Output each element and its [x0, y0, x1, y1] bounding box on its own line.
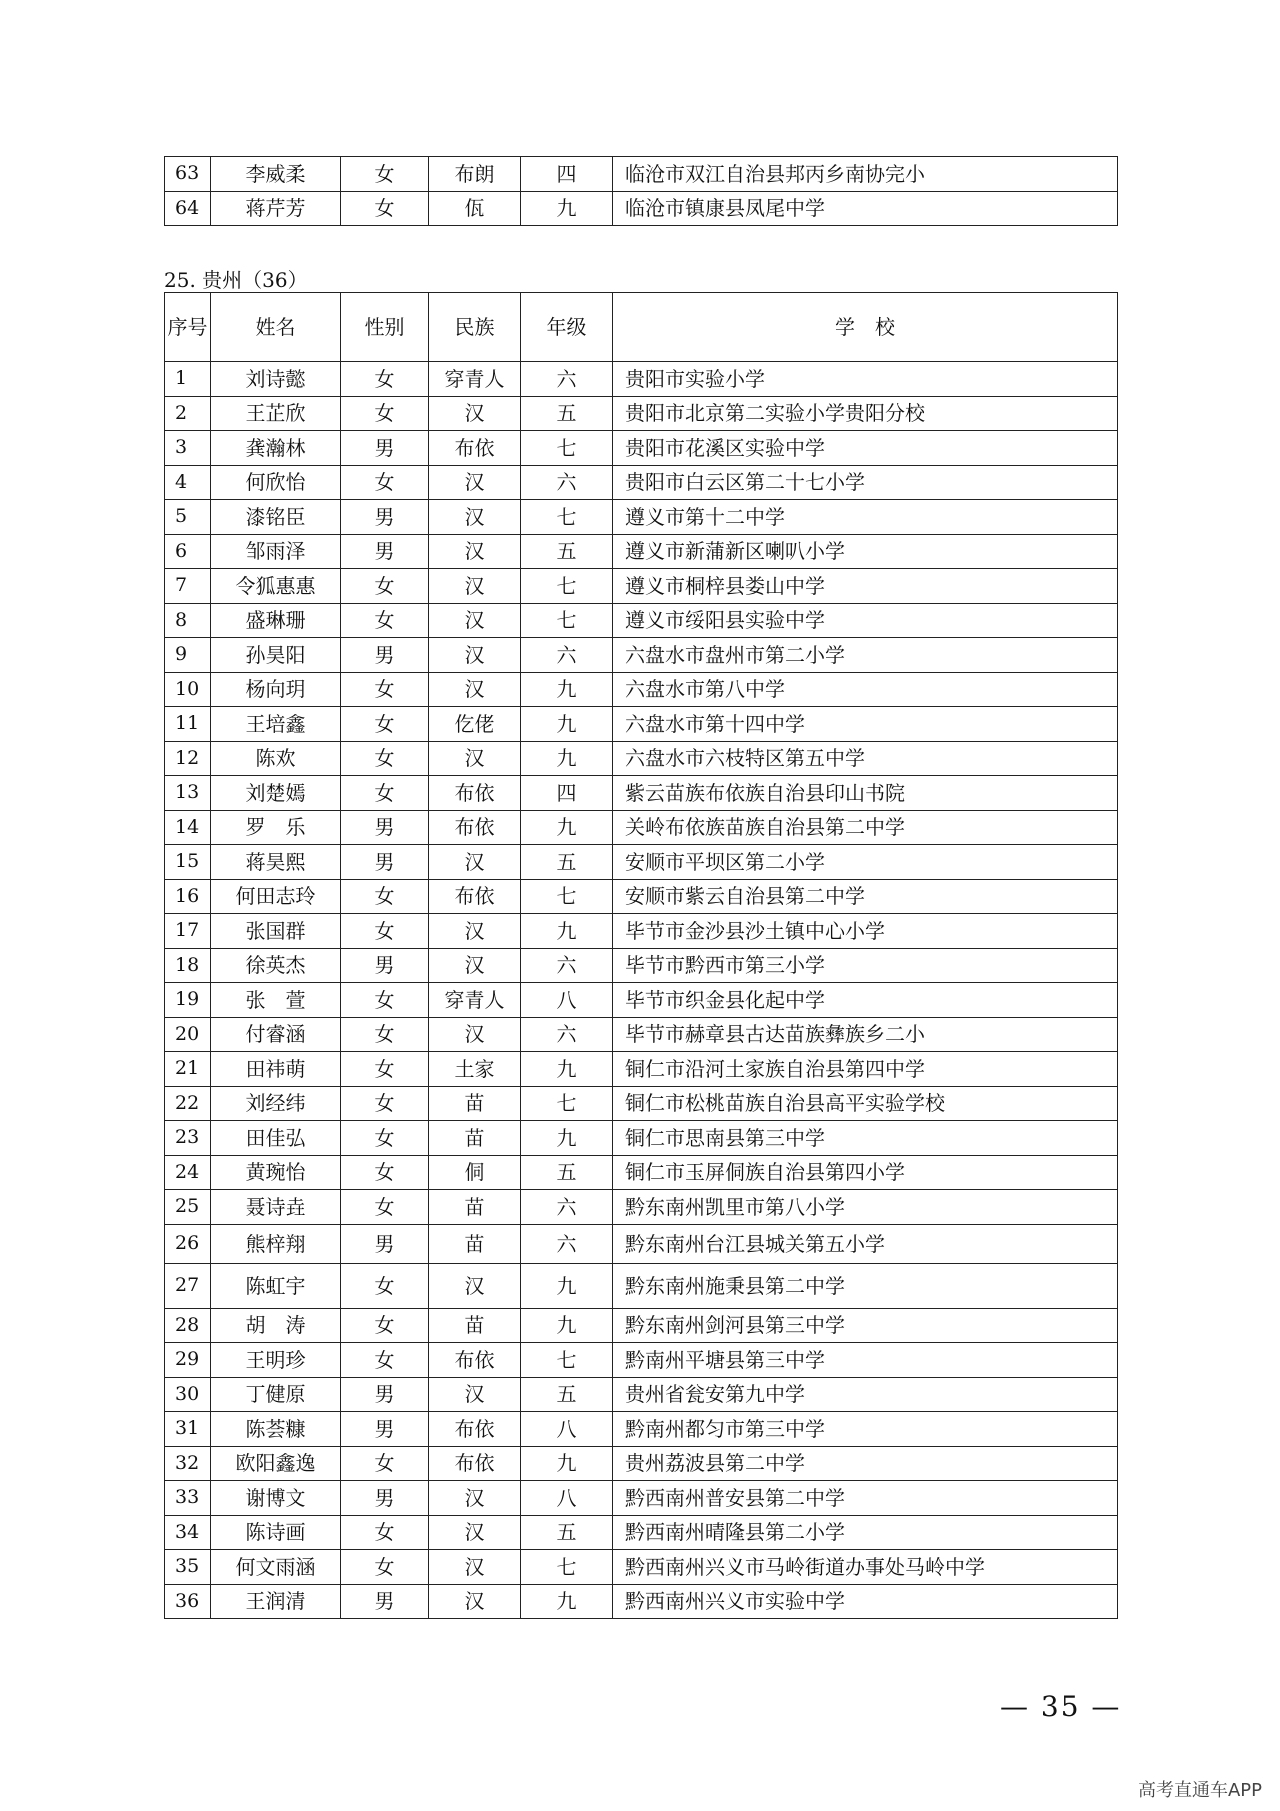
cell-school: 毕节市织金县化起中学 — [613, 983, 1118, 1018]
cell-ethnicity: 汉 — [429, 603, 521, 638]
cell-school: 毕节市赫章县古达苗族彝族乡二小 — [613, 1017, 1118, 1052]
cell-ethnicity: 布依 — [429, 1412, 521, 1447]
cell-gender: 女 — [341, 157, 429, 192]
cell-grade: 九 — [521, 1121, 613, 1156]
cell-name: 蒋芹芳 — [211, 191, 341, 226]
cell-seq: 12 — [165, 741, 211, 776]
cell-school: 贵州省瓮安第九中学 — [613, 1377, 1118, 1412]
cell-name: 刘诗懿 — [211, 362, 341, 397]
cell-name: 令狐惠惠 — [211, 569, 341, 604]
cell-seq: 35 — [165, 1550, 211, 1585]
cell-school: 贵阳市北京第二实验小学贵阳分校 — [613, 396, 1118, 431]
cell-seq: 8 — [165, 603, 211, 638]
table-row — [165, 776, 1118, 811]
cell-seq: 23 — [165, 1121, 211, 1156]
cell-grade: 七 — [521, 879, 613, 914]
cell-gender: 男 — [341, 845, 429, 880]
table-row — [165, 741, 1118, 776]
table-row — [165, 569, 1118, 604]
cell-gender: 女 — [341, 776, 429, 811]
cell-ethnicity: 汉 — [429, 1515, 521, 1550]
cell-seq: 25 — [165, 1190, 211, 1225]
cell-grade: 六 — [521, 465, 613, 500]
cell-seq: 15 — [165, 845, 211, 880]
cell-seq: 3 — [165, 431, 211, 466]
cell-seq: 5 — [165, 500, 211, 535]
cell-grade: 九 — [521, 1052, 613, 1087]
cell-gender: 女 — [341, 707, 429, 742]
cell-gender: 女 — [341, 569, 429, 604]
cell-gender: 男 — [341, 1481, 429, 1516]
cell-ethnicity: 土家 — [429, 1052, 521, 1087]
cell-school: 贵州荔波县第二中学 — [613, 1446, 1118, 1481]
cell-grade: 九 — [521, 1584, 613, 1619]
cell-grade: 八 — [521, 1412, 613, 1447]
cell-name: 邹雨泽 — [211, 534, 341, 569]
cell-school: 六盘水市盘州市第二小学 — [613, 638, 1118, 673]
table-row — [165, 157, 1118, 192]
cell-school: 铜仁市玉屏侗族自治县第四小学 — [613, 1155, 1118, 1190]
cell-school: 黔西南州兴义市马岭街道办事处马岭中学 — [613, 1550, 1118, 1585]
cell-grade: 六 — [521, 1017, 613, 1052]
cell-name: 杨向玥 — [211, 672, 341, 707]
cell-gender: 女 — [341, 914, 429, 949]
table-row — [165, 1377, 1118, 1412]
cell-ethnicity: 侗 — [429, 1155, 521, 1190]
cell-name: 王润清 — [211, 1584, 341, 1619]
cell-grade: 九 — [521, 707, 613, 742]
cell-grade: 九 — [521, 1308, 613, 1343]
table-row — [165, 1190, 1118, 1225]
cell-seq: 19 — [165, 983, 211, 1018]
cell-ethnicity: 汉 — [429, 1550, 521, 1585]
cell-ethnicity: 布依 — [429, 776, 521, 811]
cell-ethnicity: 汉 — [429, 1017, 521, 1052]
cell-gender: 男 — [341, 1584, 429, 1619]
cell-gender: 女 — [341, 1263, 429, 1308]
table-row — [165, 1017, 1118, 1052]
cell-school: 安顺市平坝区第二小学 — [613, 845, 1118, 880]
cell-ethnicity: 汉 — [429, 534, 521, 569]
table-header-row — [165, 293, 1118, 362]
cell-seq: 2 — [165, 396, 211, 431]
cell-seq: 29 — [165, 1343, 211, 1378]
cell-school: 遵义市第十二中学 — [613, 500, 1118, 535]
cell-seq: 10 — [165, 672, 211, 707]
student-table — [164, 292, 1118, 1619]
cell-name: 陈虹宇 — [211, 1263, 341, 1308]
cell-school: 六盘水市六枝特区第五中学 — [613, 741, 1118, 776]
cell-school: 黔西南州兴义市实验中学 — [613, 1584, 1118, 1619]
cell-grade: 五 — [521, 1377, 613, 1412]
cell-grade: 七 — [521, 1343, 613, 1378]
table-row — [165, 638, 1118, 673]
cell-ethnicity: 汉 — [429, 465, 521, 500]
cell-gender: 男 — [341, 1377, 429, 1412]
cell-seq: 28 — [165, 1308, 211, 1343]
cell-name: 张国群 — [211, 914, 341, 949]
cell-name: 胡 涛 — [211, 1308, 341, 1343]
cell-ethnicity: 布依 — [429, 1343, 521, 1378]
cell-seq: 31 — [165, 1412, 211, 1447]
header-grade: 年级 — [521, 293, 613, 362]
cell-gender: 男 — [341, 431, 429, 466]
header-gender: 性别 — [341, 293, 429, 362]
cell-ethnicity: 汉 — [429, 396, 521, 431]
cell-grade: 七 — [521, 1086, 613, 1121]
cell-grade: 六 — [521, 1190, 613, 1225]
cell-seq: 9 — [165, 638, 211, 673]
cell-ethnicity: 苗 — [429, 1086, 521, 1121]
cell-name: 欧阳鑫逸 — [211, 1446, 341, 1481]
cell-name: 张 萱 — [211, 983, 341, 1018]
table-row — [165, 1155, 1118, 1190]
table-row — [165, 1308, 1118, 1343]
cell-name: 龚瀚林 — [211, 431, 341, 466]
cell-seq: 27 — [165, 1263, 211, 1308]
cell-seq: 33 — [165, 1481, 211, 1516]
cell-school: 铜仁市思南县第三中学 — [613, 1121, 1118, 1156]
cell-school: 黔东南州剑河县第三中学 — [613, 1308, 1118, 1343]
cell-seq: 17 — [165, 914, 211, 949]
cell-school: 贵阳市白云区第二十七小学 — [613, 465, 1118, 500]
cell-grade: 九 — [521, 672, 613, 707]
cell-grade: 九 — [521, 1446, 613, 1481]
cell-name: 王芷欣 — [211, 396, 341, 431]
cell-seq: 26 — [165, 1224, 211, 1263]
cell-name: 漆铭臣 — [211, 500, 341, 535]
cell-gender: 女 — [341, 1515, 429, 1550]
cell-gender: 女 — [341, 1052, 429, 1087]
watermark: 高考直通车APP — [1137, 1780, 1262, 1801]
cell-seq: 34 — [165, 1515, 211, 1550]
section-title: 25. 贵州（36） — [164, 268, 308, 292]
cell-name: 聂诗垚 — [211, 1190, 341, 1225]
cell-ethnicity: 汉 — [429, 569, 521, 604]
cell-school: 铜仁市松桃苗族自治县高平实验学校 — [613, 1086, 1118, 1121]
cell-gender: 女 — [341, 879, 429, 914]
cell-seq: 6 — [165, 534, 211, 569]
previous-section-table — [164, 156, 1118, 226]
table-row — [165, 603, 1118, 638]
cell-grade: 六 — [521, 362, 613, 397]
header-name: 姓名 — [211, 293, 341, 362]
cell-name: 付睿涵 — [211, 1017, 341, 1052]
cell-seq: 14 — [165, 810, 211, 845]
cell-gender: 男 — [341, 810, 429, 845]
cell-gender: 女 — [341, 362, 429, 397]
cell-name: 孙昊阳 — [211, 638, 341, 673]
cell-name: 田祎萌 — [211, 1052, 341, 1087]
table-row — [165, 1412, 1118, 1447]
cell-school: 铜仁市沿河土家族自治县第四中学 — [613, 1052, 1118, 1087]
cell-seq: 22 — [165, 1086, 211, 1121]
cell-seq: 18 — [165, 948, 211, 983]
cell-name: 盛琳珊 — [211, 603, 341, 638]
cell-name: 刘楚嫣 — [211, 776, 341, 811]
cell-name: 陈欢 — [211, 741, 341, 776]
cell-ethnicity: 穿青人 — [429, 983, 521, 1018]
table-row — [165, 1584, 1118, 1619]
cell-school: 黔西南州普安县第二中学 — [613, 1481, 1118, 1516]
cell-school: 黔东南州台江县城关第五小学 — [613, 1224, 1118, 1263]
cell-grade: 七 — [521, 569, 613, 604]
table-row — [165, 362, 1118, 397]
cell-seq: 32 — [165, 1446, 211, 1481]
cell-seq: 30 — [165, 1377, 211, 1412]
cell-seq: 11 — [165, 707, 211, 742]
cell-ethnicity: 布依 — [429, 431, 521, 466]
cell-grade: 六 — [521, 1224, 613, 1263]
table-row — [165, 1550, 1118, 1585]
table-row — [165, 1086, 1118, 1121]
cell-name: 丁健原 — [211, 1377, 341, 1412]
header-ethnicity: 民族 — [429, 293, 521, 362]
cell-ethnicity: 汉 — [429, 1481, 521, 1516]
cell-gender: 男 — [341, 534, 429, 569]
table-row — [165, 1052, 1118, 1087]
cell-ethnicity: 佤 — [429, 191, 521, 226]
cell-school: 贵阳市花溪区实验中学 — [613, 431, 1118, 466]
cell-ethnicity: 布依 — [429, 1446, 521, 1481]
cell-gender: 女 — [341, 672, 429, 707]
cell-ethnicity: 苗 — [429, 1121, 521, 1156]
cell-gender: 女 — [341, 465, 429, 500]
cell-grade: 五 — [521, 845, 613, 880]
table-row — [165, 534, 1118, 569]
cell-name: 罗 乐 — [211, 810, 341, 845]
cell-school: 黔南州都匀市第三中学 — [613, 1412, 1118, 1447]
table-row — [165, 465, 1118, 500]
cell-seq: 64 — [165, 191, 211, 226]
cell-school: 紫云苗族布依族自治县印山书院 — [613, 776, 1118, 811]
cell-ethnicity: 汉 — [429, 741, 521, 776]
cell-name: 谢博文 — [211, 1481, 341, 1516]
cell-seq: 24 — [165, 1155, 211, 1190]
cell-school: 六盘水市第十四中学 — [613, 707, 1118, 742]
table-row — [165, 983, 1118, 1018]
cell-grade: 四 — [521, 776, 613, 811]
cell-name: 黄琬怡 — [211, 1155, 341, 1190]
cell-grade: 九 — [521, 191, 613, 226]
cell-name: 熊梓翔 — [211, 1224, 341, 1263]
cell-grade: 五 — [521, 1155, 613, 1190]
cell-grade: 九 — [521, 810, 613, 845]
cell-name: 李威柔 — [211, 157, 341, 192]
cell-ethnicity: 汉 — [429, 638, 521, 673]
cell-school: 遵义市新蒲新区喇叭小学 — [613, 534, 1118, 569]
table-row — [165, 1263, 1118, 1308]
cell-ethnicity: 苗 — [429, 1224, 521, 1263]
cell-name: 陈荟糠 — [211, 1412, 341, 1447]
cell-grade: 九 — [521, 914, 613, 949]
table-row — [165, 500, 1118, 535]
cell-grade: 四 — [521, 157, 613, 192]
cell-gender: 女 — [341, 603, 429, 638]
table-row — [165, 431, 1118, 466]
cell-ethnicity: 仡佬 — [429, 707, 521, 742]
cell-gender: 女 — [341, 1446, 429, 1481]
header-school: 学 校 — [613, 293, 1118, 362]
table-row — [165, 1121, 1118, 1156]
table-row — [165, 948, 1118, 983]
cell-seq: 13 — [165, 776, 211, 811]
table-row — [165, 845, 1118, 880]
cell-name: 刘经纬 — [211, 1086, 341, 1121]
cell-school: 临沧市双江自治县邦丙乡南协完小 — [613, 157, 1118, 192]
cell-gender: 女 — [341, 983, 429, 1018]
cell-name: 陈诗画 — [211, 1515, 341, 1550]
cell-ethnicity: 汉 — [429, 672, 521, 707]
cell-seq: 21 — [165, 1052, 211, 1087]
cell-seq: 16 — [165, 879, 211, 914]
table-row — [165, 1515, 1118, 1550]
cell-grade: 七 — [521, 1550, 613, 1585]
cell-grade: 七 — [521, 431, 613, 466]
cell-gender: 男 — [341, 638, 429, 673]
cell-gender: 女 — [341, 1308, 429, 1343]
cell-school: 毕节市金沙县沙土镇中心小学 — [613, 914, 1118, 949]
cell-grade: 八 — [521, 983, 613, 1018]
cell-grade: 六 — [521, 638, 613, 673]
cell-grade: 八 — [521, 1481, 613, 1516]
cell-gender: 女 — [341, 1086, 429, 1121]
cell-gender: 男 — [341, 1224, 429, 1263]
cell-ethnicity: 苗 — [429, 1308, 521, 1343]
cell-ethnicity: 汉 — [429, 1377, 521, 1412]
cell-seq: 7 — [165, 569, 211, 604]
cell-name: 徐英杰 — [211, 948, 341, 983]
cell-school: 六盘水市第八中学 — [613, 672, 1118, 707]
cell-seq: 20 — [165, 1017, 211, 1052]
cell-ethnicity: 汉 — [429, 1263, 521, 1308]
cell-school: 临沧市镇康县凤尾中学 — [613, 191, 1118, 226]
cell-name: 何欣怡 — [211, 465, 341, 500]
cell-name: 何文雨涵 — [211, 1550, 341, 1585]
cell-grade: 九 — [521, 1263, 613, 1308]
cell-school: 黔东南州施秉县第二中学 — [613, 1263, 1118, 1308]
cell-grade: 五 — [521, 396, 613, 431]
cell-ethnicity: 汉 — [429, 500, 521, 535]
cell-school: 黔南州平塘县第三中学 — [613, 1343, 1118, 1378]
cell-name: 田佳弘 — [211, 1121, 341, 1156]
cell-school: 贵阳市实验小学 — [613, 362, 1118, 397]
table-row — [165, 191, 1118, 226]
cell-seq: 1 — [165, 362, 211, 397]
table-row — [165, 672, 1118, 707]
cell-gender: 女 — [341, 1017, 429, 1052]
table-row — [165, 879, 1118, 914]
cell-gender: 女 — [341, 191, 429, 226]
cell-ethnicity: 汉 — [429, 914, 521, 949]
cell-gender: 女 — [341, 1550, 429, 1585]
cell-ethnicity: 穿青人 — [429, 362, 521, 397]
cell-gender: 女 — [341, 1190, 429, 1225]
table-row — [165, 1481, 1118, 1516]
page-number: — 35 — — [1000, 1690, 1122, 1723]
cell-ethnicity: 布朗 — [429, 157, 521, 192]
cell-gender: 女 — [341, 1121, 429, 1156]
cell-seq: 63 — [165, 157, 211, 192]
table-row — [165, 396, 1118, 431]
cell-ethnicity: 汉 — [429, 948, 521, 983]
cell-gender: 男 — [341, 948, 429, 983]
cell-seq: 4 — [165, 465, 211, 500]
cell-grade: 六 — [521, 948, 613, 983]
cell-name: 王培鑫 — [211, 707, 341, 742]
cell-ethnicity: 汉 — [429, 845, 521, 880]
cell-seq: 36 — [165, 1584, 211, 1619]
cell-grade: 七 — [521, 500, 613, 535]
cell-grade: 七 — [521, 603, 613, 638]
cell-grade: 五 — [521, 534, 613, 569]
table-row — [165, 1224, 1118, 1263]
cell-grade: 九 — [521, 741, 613, 776]
cell-gender: 男 — [341, 500, 429, 535]
table-row — [165, 707, 1118, 742]
cell-ethnicity: 汉 — [429, 1584, 521, 1619]
cell-name: 王明珍 — [211, 1343, 341, 1378]
cell-gender: 女 — [341, 1343, 429, 1378]
cell-grade: 五 — [521, 1515, 613, 1550]
cell-ethnicity: 布依 — [429, 879, 521, 914]
table-row — [165, 1446, 1118, 1481]
cell-ethnicity: 苗 — [429, 1190, 521, 1225]
table-row — [165, 1343, 1118, 1378]
cell-school: 毕节市黔西市第三小学 — [613, 948, 1118, 983]
cell-gender: 女 — [341, 741, 429, 776]
cell-school: 遵义市桐梓县娄山中学 — [613, 569, 1118, 604]
cell-ethnicity: 布依 — [429, 810, 521, 845]
header-seq: 序号 — [165, 293, 211, 362]
cell-school: 安顺市紫云自治县第二中学 — [613, 879, 1118, 914]
cell-gender: 女 — [341, 396, 429, 431]
cell-name: 蒋昊熙 — [211, 845, 341, 880]
cell-name: 何田志玲 — [211, 879, 341, 914]
cell-school: 黔西南州晴隆县第二小学 — [613, 1515, 1118, 1550]
cell-school: 遵义市绥阳县实验中学 — [613, 603, 1118, 638]
cell-school: 黔东南州凯里市第八小学 — [613, 1190, 1118, 1225]
table-row — [165, 810, 1118, 845]
cell-gender: 女 — [341, 1155, 429, 1190]
cell-school: 关岭布依族苗族自治县第二中学 — [613, 810, 1118, 845]
table-row — [165, 914, 1118, 949]
cell-gender: 男 — [341, 1412, 429, 1447]
